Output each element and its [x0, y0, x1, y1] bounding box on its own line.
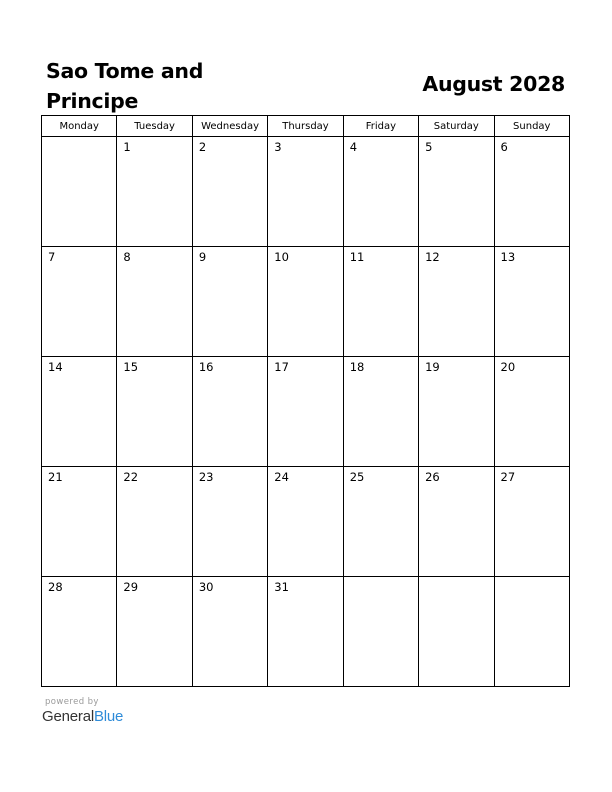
weekday-header: Monday	[42, 116, 117, 137]
day-number	[344, 577, 418, 580]
day-number: 1	[123, 140, 131, 154]
week-row	[42, 467, 570, 577]
logo-text-blue: Blue	[93, 708, 124, 725]
day-number: 23	[198, 470, 214, 484]
day-number: 20	[500, 360, 516, 374]
day-number: 18	[349, 360, 365, 374]
day-cell	[419, 137, 494, 247]
day-number: 3	[274, 140, 282, 154]
day-number	[42, 137, 116, 140]
day-number: 9	[198, 250, 207, 264]
day-number: 4	[349, 140, 358, 154]
week-row	[42, 357, 570, 467]
day-cell	[494, 577, 569, 687]
day-cell	[268, 247, 343, 357]
weekday-header: Friday	[343, 116, 418, 137]
day-cell	[494, 247, 569, 357]
day-number: 16	[198, 360, 214, 374]
country-title: Sao Tome and Principe	[46, 59, 204, 113]
day-number: 6	[500, 140, 508, 154]
day-cell	[42, 357, 117, 467]
day-cell	[494, 357, 569, 467]
day-cell	[268, 467, 343, 577]
day-number: 2	[198, 140, 207, 154]
day-number: 29	[123, 580, 139, 594]
weekday-header: Saturday	[419, 116, 494, 137]
day-number	[495, 577, 569, 580]
weekday-header: Tuesday	[117, 116, 192, 137]
day-number: 8	[123, 250, 131, 264]
day-cell	[343, 247, 418, 357]
day-cell	[268, 137, 343, 247]
day-number: 28	[48, 580, 63, 594]
day-number: 12	[425, 250, 440, 264]
day-number: 31	[274, 580, 289, 594]
generalblue-logo[interactable]	[42, 708, 123, 725]
day-cell	[117, 137, 192, 247]
day-cell	[117, 247, 192, 357]
weekday-header: Sunday	[494, 116, 569, 137]
day-cell	[343, 467, 418, 577]
day-cell	[419, 467, 494, 577]
day-number: 13	[500, 250, 516, 264]
day-number: 27	[500, 470, 516, 484]
day-number: 19	[425, 360, 440, 374]
day-number: 15	[123, 360, 139, 374]
day-cell	[42, 467, 117, 577]
day-number: 24	[274, 470, 289, 484]
day-cell	[192, 467, 267, 577]
footer-branding	[42, 697, 123, 725]
day-cell	[42, 577, 117, 687]
day-cell	[268, 577, 343, 687]
day-cell	[117, 577, 192, 687]
day-number: 10	[274, 250, 289, 264]
day-cell	[419, 247, 494, 357]
day-number: 26	[425, 470, 440, 484]
day-number: 11	[349, 250, 365, 264]
week-row	[42, 577, 570, 687]
day-cell	[192, 577, 267, 687]
day-number: 30	[198, 580, 214, 594]
day-number	[419, 577, 493, 580]
logo-text-general: General	[42, 708, 94, 725]
day-cell	[419, 577, 494, 687]
week-row	[42, 247, 570, 357]
day-cell	[42, 137, 117, 247]
day-cell	[343, 137, 418, 247]
day-cell	[192, 137, 267, 247]
day-number: 17	[274, 360, 289, 374]
day-cell	[117, 357, 192, 467]
day-cell	[117, 467, 192, 577]
day-number: 25	[349, 470, 365, 484]
weekday-header: Wednesday	[192, 116, 267, 137]
day-cell	[419, 357, 494, 467]
month-title: August 2028	[422, 72, 565, 96]
day-cell	[343, 357, 418, 467]
day-cell	[42, 247, 117, 357]
weekday-header: Thursday	[268, 116, 343, 137]
day-cell	[494, 137, 569, 247]
day-cell	[343, 577, 418, 687]
day-cell	[268, 357, 343, 467]
weekday-header-row	[42, 116, 570, 137]
calendar-grid	[41, 115, 570, 687]
day-number: 7	[48, 250, 56, 264]
day-cell	[192, 357, 267, 467]
day-cell	[192, 247, 267, 357]
day-number: 14	[48, 360, 63, 374]
day-cell	[494, 467, 569, 577]
day-number: 21	[48, 470, 63, 484]
powered-by-label: powered by	[45, 697, 99, 707]
week-row	[42, 137, 570, 247]
day-number: 22	[123, 470, 139, 484]
day-number: 5	[425, 140, 433, 154]
